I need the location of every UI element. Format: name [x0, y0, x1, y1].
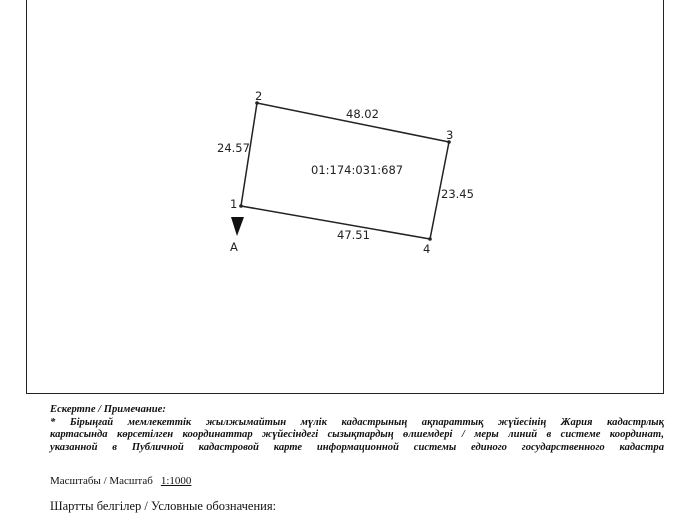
vertex-point-1	[239, 204, 243, 208]
note-block	[50, 404, 664, 454]
side-length-2-3: 48.02	[346, 107, 379, 121]
scale-value: 1:1000	[160, 475, 192, 487]
vertex-point-4	[428, 237, 432, 241]
vertex-label-1: 1	[230, 197, 238, 211]
start-arrow-icon	[231, 217, 244, 236]
note-text	[50, 417, 664, 455]
vertex-label-2: 2	[255, 89, 263, 103]
note-line-2: картасында көрсетілген координаттар жүйесіндегі сызықтардың өлшемдері / меры линий в системе координат,	[50, 429, 664, 441]
vertex-label-3: 3	[446, 128, 454, 142]
parcel-id-label: 01:174:031:687	[311, 163, 404, 177]
note-line-3: указанной в Публичной кадастровой карте информационной системы единого государственного кадастра	[50, 441, 664, 453]
start-marker-label: A	[230, 240, 238, 254]
scale-label: Масштабы / Масштаб	[50, 475, 153, 487]
note-line-1: * Бірыңғай мемлекеттік жылжымайтын мүлік кадастрының ақпараттық жүйесінің Жария кадастрлық	[50, 416, 664, 428]
note-title: Ескертпе / Примечание:	[50, 404, 166, 415]
legend-title: Шартты белгілер / Условные обозначения:	[50, 499, 277, 513]
side-length-3-4: 23.45	[441, 187, 474, 201]
side-length-1-2: 24.57	[217, 141, 250, 155]
scale-line	[50, 475, 195, 487]
side-length-4-1: 47.51	[337, 228, 370, 242]
vertex-label-4: 4	[423, 242, 431, 256]
